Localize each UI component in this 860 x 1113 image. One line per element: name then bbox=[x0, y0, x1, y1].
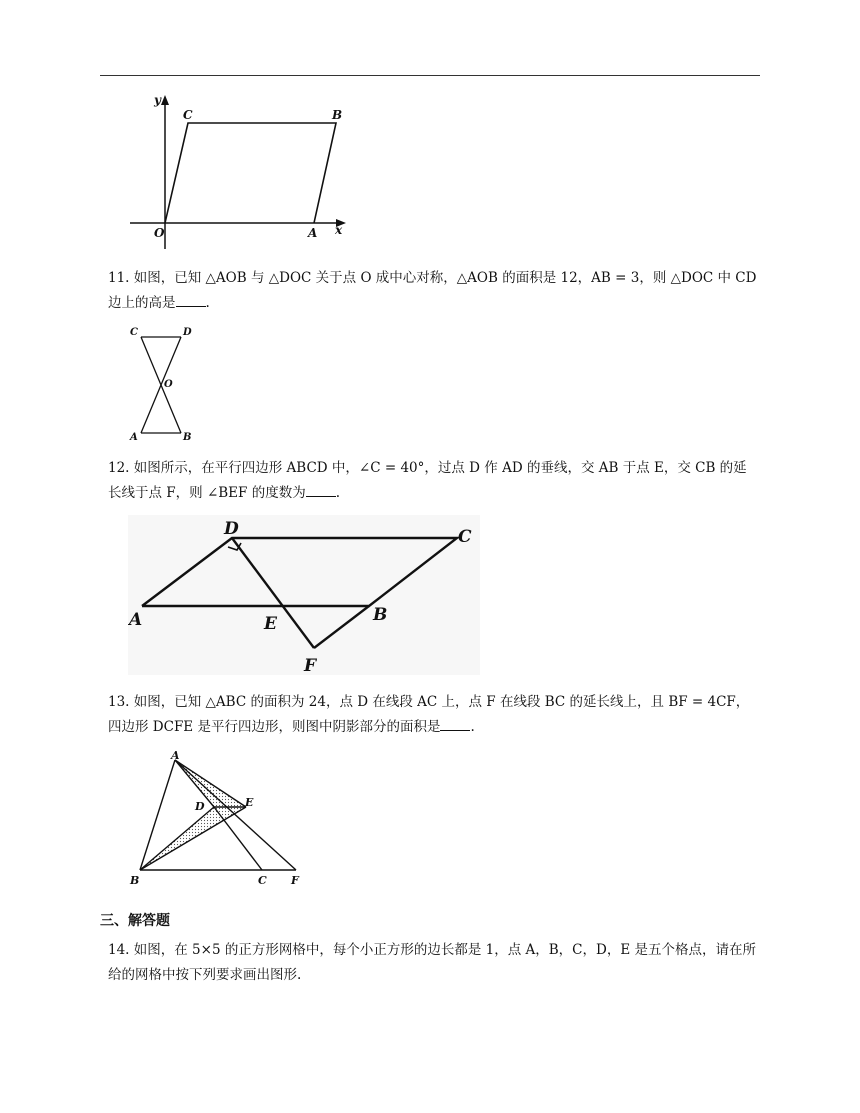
point-a-label: A bbox=[308, 226, 318, 240]
figure-parallelogram-axes bbox=[128, 92, 358, 252]
point-c-label: C bbox=[183, 108, 193, 122]
point-a-label: A bbox=[171, 750, 180, 762]
axis-y-label: y bbox=[154, 93, 161, 107]
question-13-text: 13. 如图，已知 △ABC 的面积为 24，点 D 在线段 AC 上，点 F 在线段 BC 的延长线上，且 BF = 4CF，四边形 DCFE 是平行四边形，则图中阴影部分的面积是 bbox=[108, 694, 750, 735]
point-a-label: A bbox=[129, 610, 143, 630]
point-b-label: B bbox=[130, 874, 140, 887]
figure-parallelogram-abcd bbox=[128, 515, 480, 675]
point-o-label: O bbox=[164, 379, 173, 390]
point-d-label: D bbox=[183, 327, 192, 338]
section-title: 三、解答题 bbox=[100, 913, 170, 929]
point-c-label: C bbox=[258, 874, 267, 887]
point-d-label: D bbox=[195, 800, 205, 813]
point-c-label: C bbox=[130, 327, 138, 338]
point-b-label: B bbox=[332, 108, 343, 122]
question-11 bbox=[108, 266, 760, 316]
point-e-label: E bbox=[245, 796, 254, 809]
figure-central-symmetry bbox=[128, 323, 208, 445]
question-14-text: 14. 如图，在 5×5 的正方形网格中，每个小正方形的边长都是 1，点 A，B，C，D，E 是五个格点，请在所给的网格中按下列要求画出图形. bbox=[108, 942, 756, 983]
answer-blank-13[interactable] bbox=[440, 716, 470, 731]
axis-x-label: x bbox=[335, 223, 343, 237]
question-11-text: 11. 如图，已知 △AOB 与 △DOC 关于点 O 成中心对称，△AOB 的面积是 12，AB = 3，则 △DOC 中 CD 边上的高是 bbox=[108, 270, 757, 311]
question-14 bbox=[108, 938, 760, 988]
point-o-label: O bbox=[154, 226, 165, 240]
point-c-label: C bbox=[458, 527, 472, 547]
question-12-text: 12. 如图所示，在平行四边形 ABCD 中，∠C = 40°，过点 D 作 AD 的垂线，交 AB 于点 E，交 CB 的延长线于点 F，则 ∠BEF 的度数为 bbox=[108, 460, 747, 501]
point-f-label: F bbox=[291, 874, 299, 887]
point-b-label: B bbox=[183, 432, 192, 443]
question-11-end: . bbox=[205, 295, 210, 311]
question-12 bbox=[108, 456, 760, 506]
question-13-end: . bbox=[470, 719, 475, 735]
point-f-label: F bbox=[304, 656, 317, 675]
point-b-label: B bbox=[373, 605, 388, 625]
answer-blank-12[interactable] bbox=[306, 482, 336, 497]
point-e-label: E bbox=[264, 614, 277, 634]
header-rule bbox=[100, 75, 760, 76]
answer-blank-11[interactable] bbox=[176, 292, 206, 307]
figure-triangle-abc bbox=[128, 750, 318, 890]
point-d-label: D bbox=[224, 519, 239, 539]
point-a-label: A bbox=[130, 432, 138, 443]
question-13 bbox=[108, 690, 760, 740]
question-12-end: . bbox=[335, 485, 340, 501]
